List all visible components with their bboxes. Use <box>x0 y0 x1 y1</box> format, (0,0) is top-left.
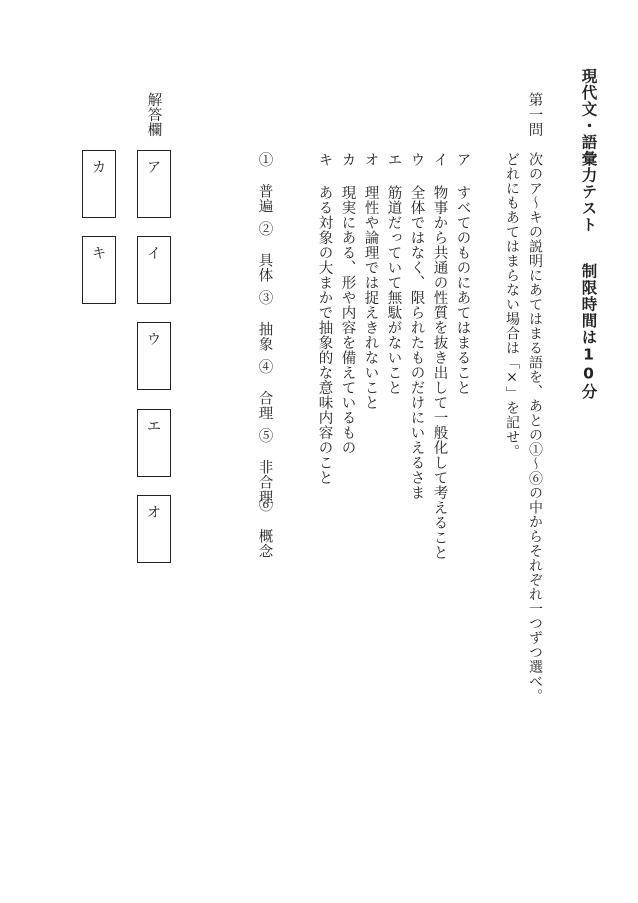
item-i <box>432 152 447 560</box>
answer-box-label: キ <box>92 246 106 262</box>
item-mark: エ <box>385 152 402 167</box>
item-mark: キ <box>316 152 333 167</box>
item-ki <box>317 152 332 485</box>
instruction-line-1: 次のア〜キの説明にあてはまる語を、あとの①〜⑥の中からそれぞれ一つずつ選べ。 <box>527 152 543 703</box>
answer-box-label: ウ <box>147 332 161 348</box>
answer-box-e[interactable] <box>137 409 171 477</box>
instruction-line-2: どれにもあてはまらない場合は「×」を記せ。 <box>504 152 520 459</box>
answer-box-label: イ <box>147 246 161 262</box>
answer-box-label: ア <box>147 160 161 176</box>
item-mark: イ <box>431 152 448 167</box>
item-text: すべてのものにあてはまること <box>454 185 471 395</box>
choice-2: ② 具体 <box>256 221 273 283</box>
choice-1: ① 普遍 <box>256 152 273 214</box>
question-label: 第一問 <box>526 92 543 137</box>
item-e <box>386 152 401 395</box>
answer-box-label: エ <box>147 419 161 435</box>
item-mark: オ <box>362 152 379 167</box>
answer-box-label: オ <box>147 505 161 521</box>
item-text: 現実にある、形や内容を備えているもの <box>339 185 356 455</box>
answer-sheet-label: 解答欄 <box>145 92 162 137</box>
item-mark: カ <box>339 152 356 167</box>
choice-6: ⑥ 概念 <box>256 497 273 559</box>
answer-box-i[interactable] <box>137 236 171 304</box>
choice-3: ③ 抽象 <box>256 290 273 352</box>
item-text: 理性や論理では捉えきれないこと <box>362 185 379 410</box>
answer-box-u[interactable] <box>137 322 171 390</box>
page-title: 現代文・語彙力テスト <box>579 68 598 233</box>
answer-box-label: カ <box>92 160 106 176</box>
time-limit: 制限時間は10分 <box>579 263 598 400</box>
answer-box-ki[interactable] <box>82 236 116 304</box>
item-o <box>363 152 378 410</box>
answer-box-ka[interactable] <box>82 150 116 218</box>
item-u <box>409 152 424 500</box>
item-text: 物事から共通の性質を抜き出して一般化して考えること <box>431 185 448 560</box>
answer-box-a[interactable] <box>137 150 171 218</box>
item-text: 筋道だっていて無駄がないこと <box>385 185 402 395</box>
answer-box-o[interactable] <box>137 495 171 563</box>
choice-5: ⑤ 非合理 <box>256 428 273 505</box>
choice-4: ④ 合理 <box>256 359 273 421</box>
item-text: ある対象の大まかで抽象的な意味内容のこと <box>316 185 333 485</box>
item-a <box>455 152 470 395</box>
item-ka <box>340 152 355 455</box>
item-text: 全体ではなく、限られたものだけにいえるさま <box>408 185 425 500</box>
item-mark: ウ <box>408 152 425 167</box>
item-mark: ア <box>454 152 471 167</box>
